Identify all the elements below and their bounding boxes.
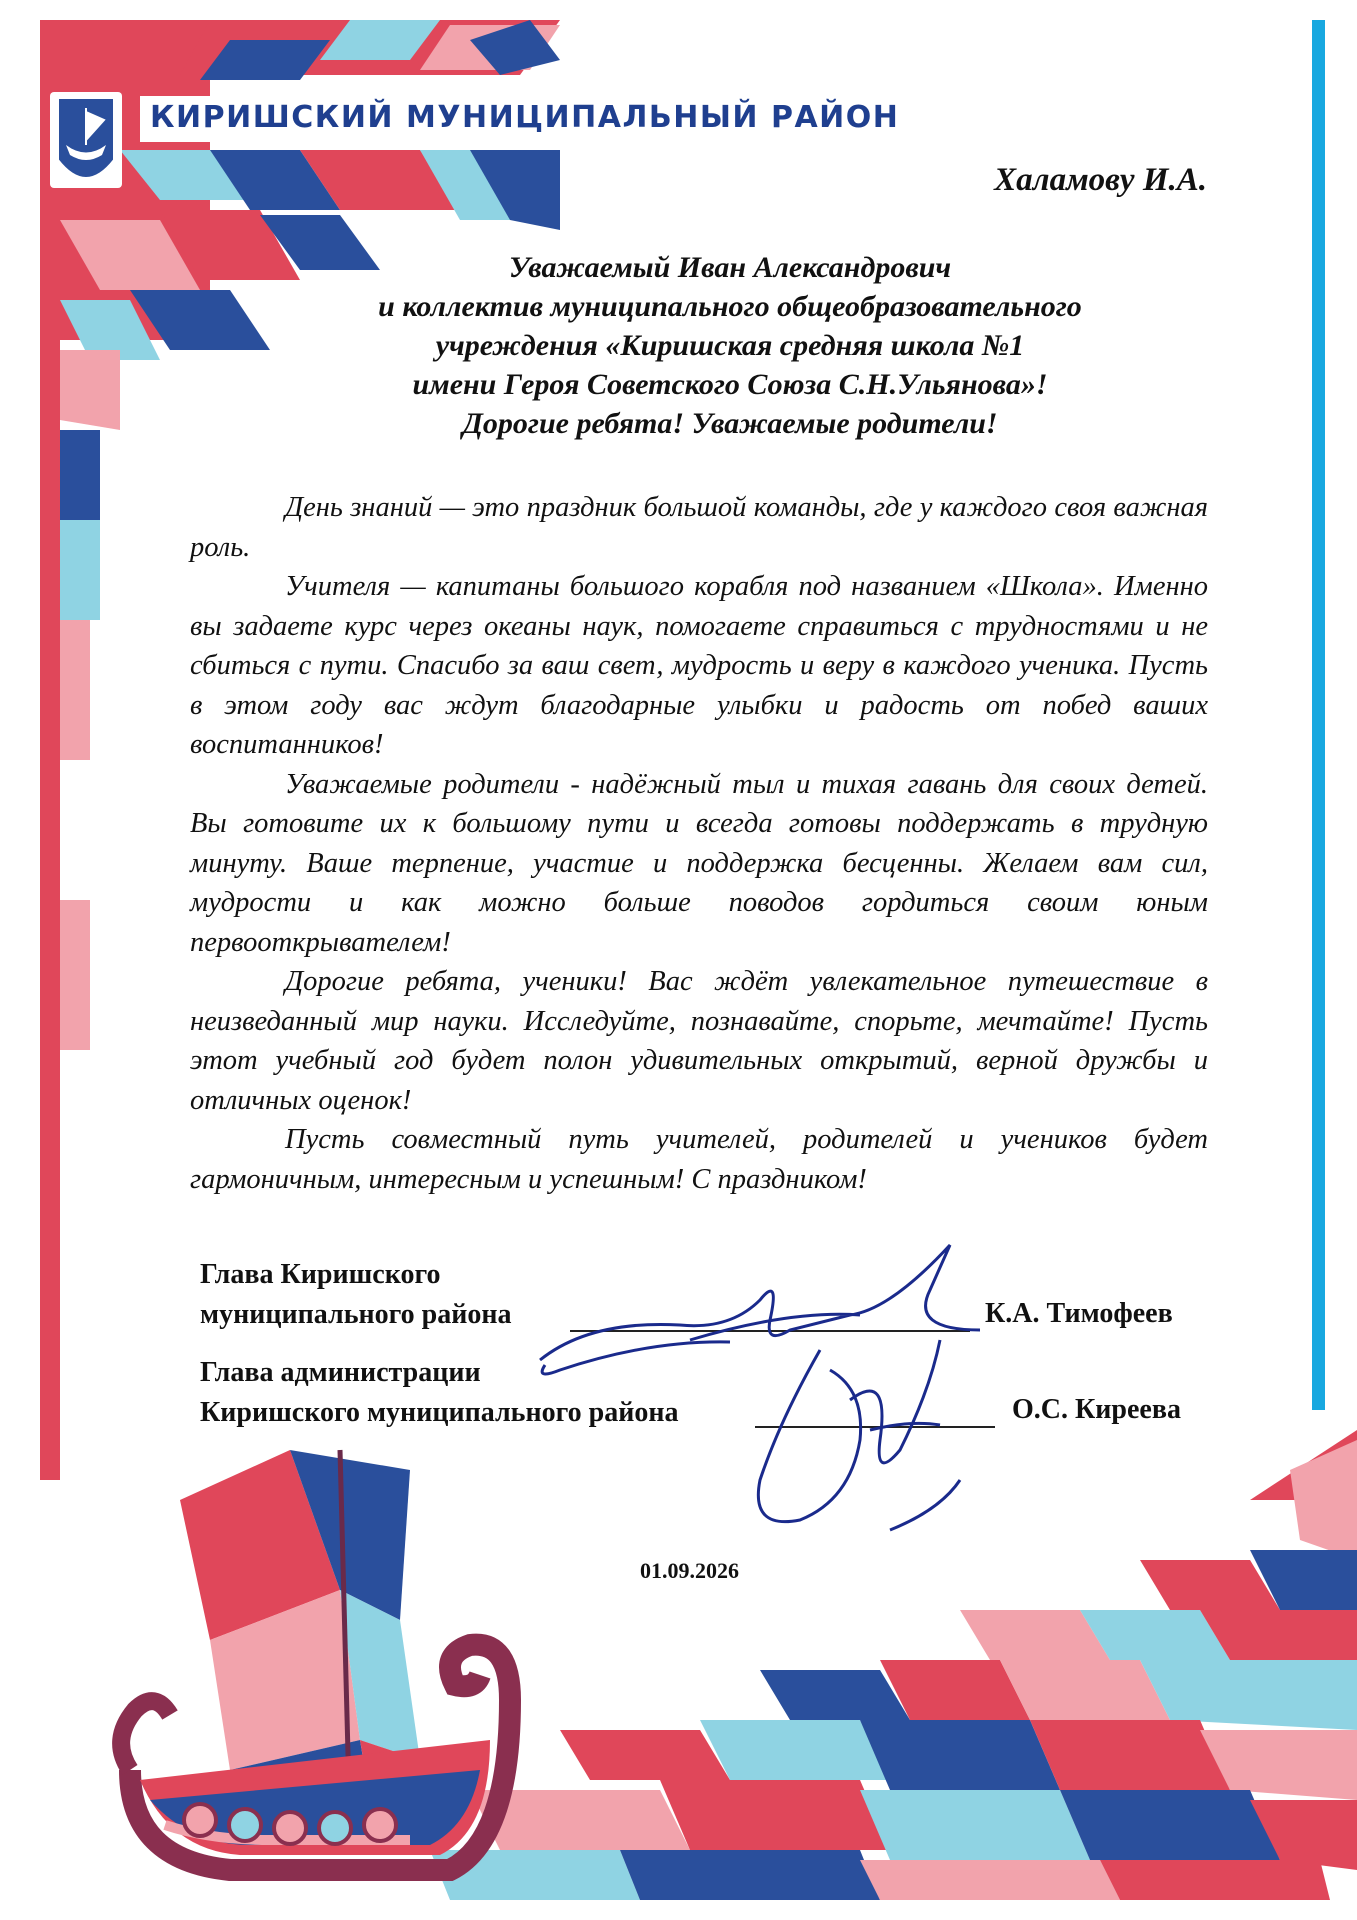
body-paragraph: Учителя — капитаны большого корабля под названием «Школа». Именно вы задаете курс через океаны наук, помогаете справиться с трудностями и не сбиться с пути. Спасибо за ваш свет, мудрость и веру в каждого ученика. Пусть в этом году вас ждут благодарные улыбки и радость от побед ваших воспитанников! bbox=[190, 571, 1208, 760]
signatory-title-line: муниципального района bbox=[200, 1299, 512, 1330]
letter-body bbox=[190, 488, 1208, 1199]
greeting bbox=[200, 248, 1260, 443]
greeting-line: и коллектив муниципального общеобразовательного bbox=[378, 290, 1082, 323]
viking-ship-illustration bbox=[110, 1440, 570, 1900]
body-paragraph: День знаний — это праздник большой команды, где у каждого своя важная роль. bbox=[190, 492, 1208, 563]
district-title: КИРИШСКИЙ МУНИЦИПАЛЬНЫЙ РАЙОН bbox=[150, 100, 900, 135]
signatory-name-1: К.А. Тимофеев bbox=[985, 1298, 1173, 1329]
signatory-title-1 bbox=[200, 1255, 512, 1335]
signatory-title-line: Киришского муниципального района bbox=[200, 1397, 679, 1428]
signatory-title-line: Глава Киришского bbox=[200, 1259, 441, 1290]
body-paragraph: Пусть совместный путь учителей, родителей и учеников будет гармоничным, интересным и успешным! С праздником! bbox=[190, 1124, 1208, 1195]
body-paragraph: Дорогие ребята, ученики! Вас ждёт увлекательное путешествие в неизведанный мир науки. Исследуйте, познавайте, спорьте, мечтайте! Пусть этот учебный год будет полон удивительных открытий, верной дружбы и отличных оценок! bbox=[190, 966, 1208, 1116]
greeting-line: Дорогие ребята! Уважаемые родители! bbox=[462, 407, 998, 440]
document-date: 01.09.2026 bbox=[640, 1558, 739, 1583]
handwritten-signature-2 bbox=[740, 1330, 1000, 1550]
body-paragraph: Уважаемые родители - надёжный тыл и тихая гавань для своих детей. Вы готовите их к большому пути и всегда готовы поддержать в трудную минуту. Ваше терпение, участие и поддержка бесценны. Желаем вам сил, мудрости и как можно больше поводов гордиться своим юным первооткрывателем! bbox=[190, 768, 1208, 958]
greeting-line: учреждения «Киришская средняя школа №1 bbox=[435, 329, 1025, 362]
greeting-line: Уважаемый Иван Александрович bbox=[508, 251, 952, 284]
signatory-name-2: О.С. Киреева bbox=[1012, 1394, 1181, 1425]
signatory-title-line: Глава администрации bbox=[200, 1357, 481, 1388]
addressee: Халамову И.А. bbox=[994, 162, 1207, 198]
greeting-line: имени Героя Советского Союза С.Н.Ульянова»! bbox=[412, 368, 1048, 401]
